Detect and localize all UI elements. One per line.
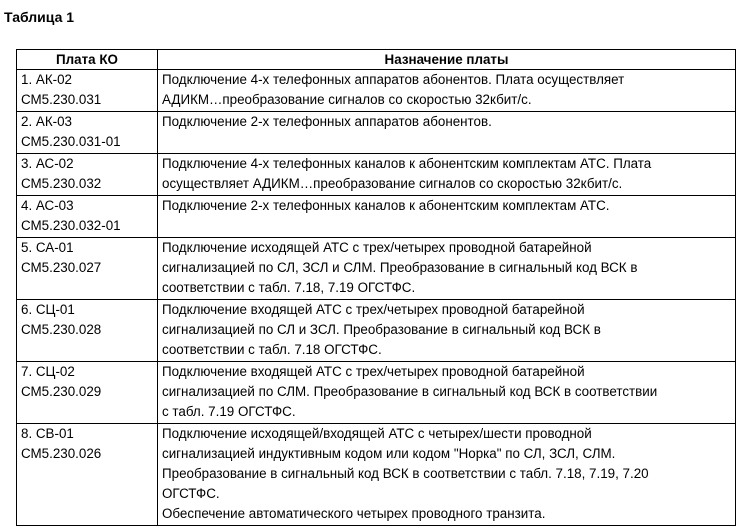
purpose-cell — [158, 112, 736, 154]
purpose-line: сигнализацией индуктивным кодом или кодом "Норка" по СЛ, ЗСЛ, СЛМ. — [162, 446, 616, 461]
purpose-line: с табл. 7.19 ОГСТФС. — [162, 404, 296, 419]
table-body — [17, 70, 736, 526]
purpose-cell — [158, 196, 736, 238]
plate-cell — [17, 154, 158, 196]
purpose-line: АДИКМ…преобразование сигналов со скоростью 32кбит/с. — [162, 92, 532, 107]
table-row — [17, 238, 736, 300]
purpose-line: Подключение 2-х телефонных аппаратов абонентов. — [162, 114, 492, 129]
purpose-line: сигнализацией по СЛМ. Преобразование в сигнальный код ВСК в соответствии — [162, 384, 658, 399]
table-row — [17, 112, 736, 154]
purpose-line: Подключение 4-х телефонных аппаратов абонентов. Плата осуществляет — [162, 72, 625, 87]
purpose-line: Подключение 4-х телефонных каналов к абонентским комплектам АТС. Плата — [162, 156, 652, 171]
purpose-line: сигнализацией по СЛ, ЗСЛ и СЛМ. Преобразование в сигнальный код ВСК в — [162, 260, 638, 275]
plate-name: 2. АК-03 — [21, 114, 72, 129]
purpose-cell — [158, 154, 736, 196]
plate-code: СМ5.230.032-01 — [21, 218, 121, 233]
plate-name: 6. СЦ-01 — [21, 302, 75, 317]
plate-code: СМ5.230.027 — [21, 260, 102, 275]
column-header-purpose: Назначение платы — [158, 50, 736, 70]
table-row — [17, 154, 736, 196]
purpose-cell — [158, 70, 736, 112]
table-row — [17, 300, 736, 362]
plate-name: 8. СВ-01 — [21, 426, 74, 441]
table-row — [17, 362, 736, 424]
plate-name: 4. АС-03 — [21, 198, 74, 213]
plate-code: СМ5.230.031-01 — [21, 134, 121, 149]
table-row — [17, 196, 736, 238]
table-row — [17, 424, 736, 526]
table-row — [17, 70, 736, 112]
purpose-line: ОГСТФС. — [162, 486, 220, 501]
plate-cell — [17, 424, 158, 526]
purpose-line: Подключение входящей АТС с трех/четырех проводной батарейной — [162, 364, 585, 379]
plate-code: СМ5.230.031 — [21, 92, 102, 107]
plate-name: 7. СЦ-02 — [21, 364, 75, 379]
table-header-row — [17, 50, 736, 70]
plate-code: СМ5.230.026 — [21, 446, 102, 461]
purpose-cell — [158, 238, 736, 300]
column-header-plate: Плата КО — [17, 50, 158, 70]
purpose-line: Обеспечение автоматического четырех проводного транзита. — [162, 506, 546, 521]
purpose-line: соответствии с табл. 7.18 ОГСТФС. — [162, 342, 382, 357]
plate-cell — [17, 238, 158, 300]
plate-cell — [17, 362, 158, 424]
plate-cell — [17, 112, 158, 154]
plate-cell — [17, 196, 158, 238]
purpose-line: осуществляет АДИКМ…преобразование сигналов со скоростью 32кбит/с. — [162, 176, 623, 191]
purpose-line: Преобразование в сигнальный код ВСК в соответствии с табл. 7.18, 7.19, 7.20 — [162, 466, 649, 481]
boards-table — [16, 49, 736, 526]
plate-name: 1. АК-02 — [21, 72, 72, 87]
plate-code: СМ5.230.032 — [21, 176, 102, 191]
purpose-line: Подключение исходящей/входящей АТС с четырех/шести проводной — [162, 426, 592, 441]
plate-cell — [17, 300, 158, 362]
purpose-cell — [158, 300, 736, 362]
purpose-line: Подключение исходящей АТС с трех/четырех проводной батарейной — [162, 240, 592, 255]
purpose-line: соответствии с табл. 7.18, 7.19 ОГСТФС. — [162, 280, 416, 295]
plate-name: 5. СА-01 — [21, 240, 74, 255]
purpose-cell — [158, 362, 736, 424]
plate-code: СМ5.230.029 — [21, 384, 102, 399]
plate-name: 3. АС-02 — [21, 156, 74, 171]
plate-cell — [17, 70, 158, 112]
table-caption: Таблица 1 — [4, 9, 75, 25]
purpose-cell — [158, 424, 736, 526]
purpose-line: Подключение входящей АТС с трех/четырех проводной батарейной — [162, 302, 585, 317]
purpose-line: Подключение 2-х телефонных каналов к абонентским комплектам АТС. — [162, 198, 610, 213]
purpose-line: сигнализацией по СЛ и ЗСЛ. Преобразование в сигнальный код ВСК в — [162, 322, 601, 337]
plate-code: СМ5.230.028 — [21, 322, 102, 337]
